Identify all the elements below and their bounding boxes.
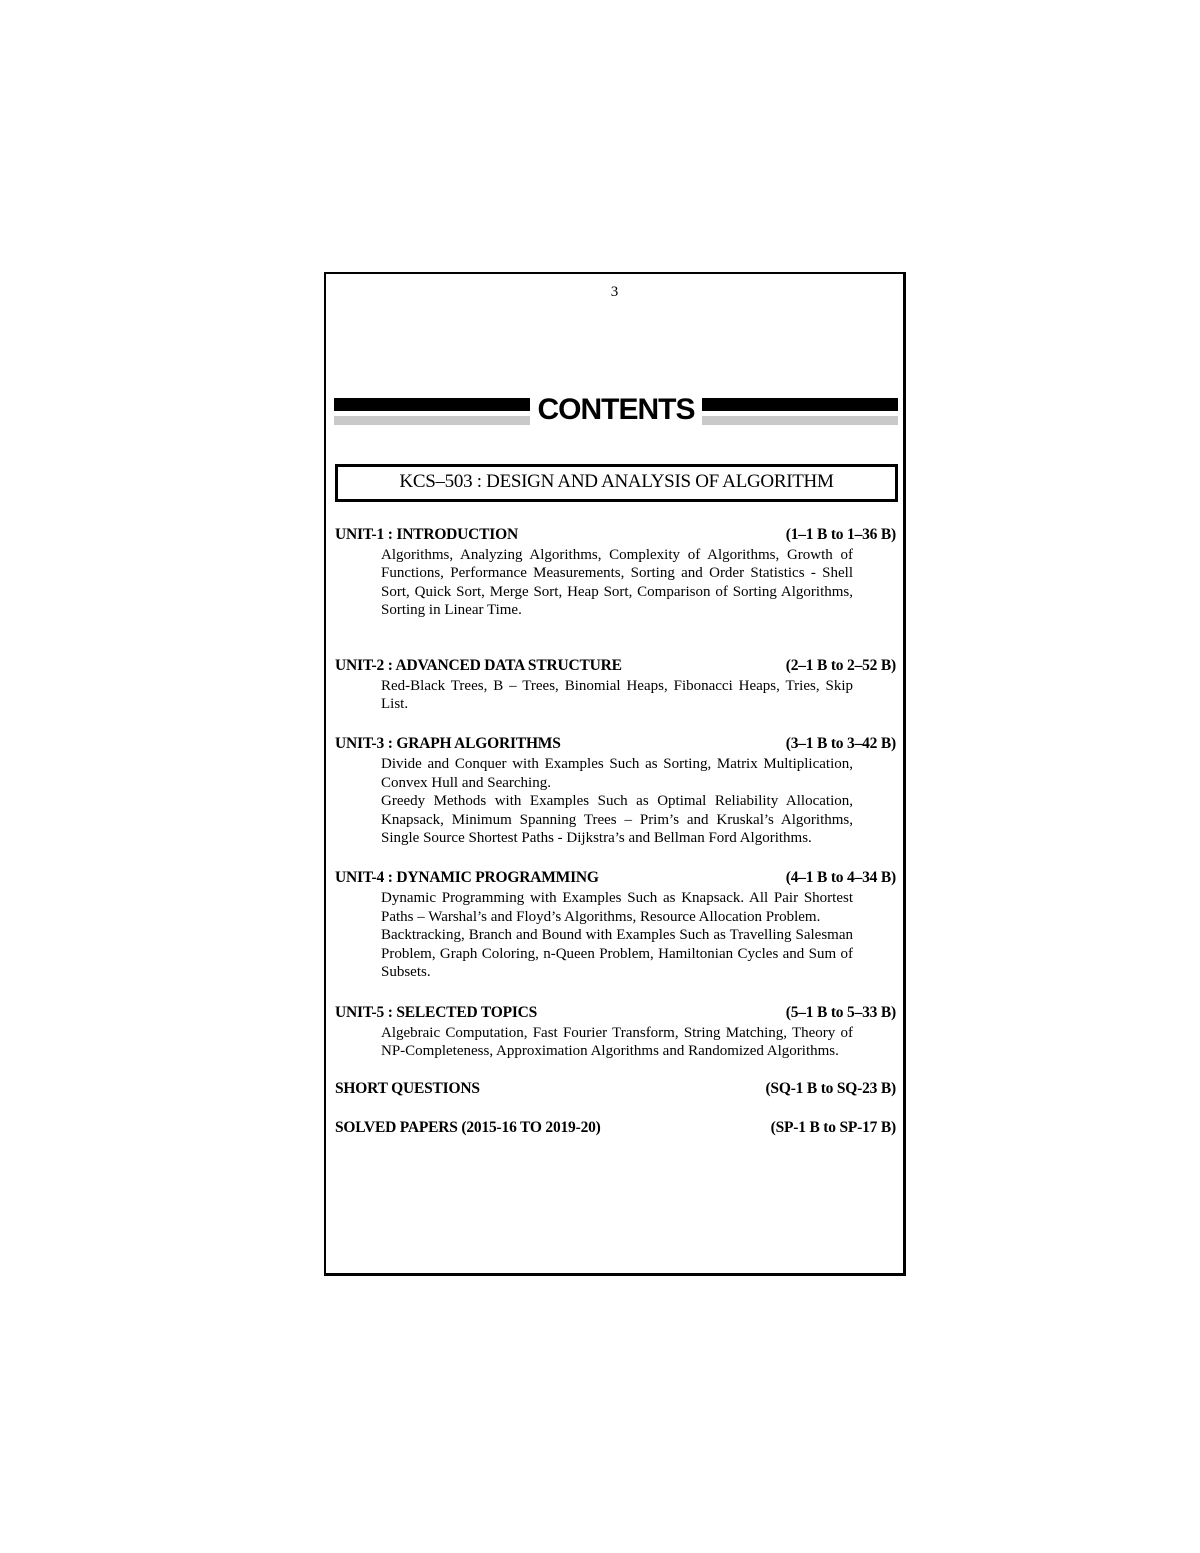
page-frame <box>324 272 906 1276</box>
unit-paragraph: Algorithms, Analyzing Algorithms, Complexity of Algorithms, Growth of Functions, Performance Measurements, Sorting and Order Statistics - Shell Sort, Quick Sort, Merge Sort, Heap Sort, Comparison of Sorting Algorithms, Sorting in Linear Time. <box>381 547 853 619</box>
unit-4 <box>335 867 896 981</box>
unit-description <box>381 1024 853 1061</box>
unit-title: UNIT-1 : INTRODUCTION <box>335 526 518 543</box>
unit-description <box>381 755 853 847</box>
page-number: 3 <box>610 284 619 300</box>
subject-title: KCS–503 : DESIGN AND ANALYSIS OF ALGORITHM <box>399 471 834 492</box>
solved-papers-entry <box>335 1117 896 1139</box>
entry-title: SOLVED PAPERS (2015-16 TO 2019-20) <box>335 1119 601 1137</box>
subject-title-box <box>335 464 898 502</box>
short-questions-entry <box>335 1078 896 1100</box>
unit-title: UNIT-4 : DYNAMIC PROGRAMMING <box>335 869 599 887</box>
unit-3 <box>335 733 896 847</box>
unit-pages: (2–1 B to 2–52 B) <box>785 656 896 674</box>
unit-paragraph: Algebraic Computation, Fast Fourier Transform, String Matching, Theory of NP-Completeness, Approximation Algorithms and Randomized Algorithms. <box>381 1024 853 1059</box>
unit-title: UNIT-3 : GRAPH ALGORITHMS <box>335 735 561 753</box>
unit-1 <box>335 524 896 620</box>
unit-description <box>381 677 853 714</box>
unit-paragraph: Greedy Methods with Examples Such as Optimal Reliability Allocation, Knapsack, Minimum Spanning Trees – Prim’s and Kruskal’s Algorithms, Single Source Shortest Paths - Dijkstra’s and Bellman Ford Algorithms. <box>381 793 853 847</box>
unit-pages: (4–1 B to 4–34 B) <box>785 869 896 887</box>
units-list <box>335 524 896 1139</box>
unit-paragraph: Red-Black Trees, B – Trees, Binomial Heaps, Fibonacci Heaps, Tries, Skip List. <box>381 677 853 713</box>
entry-title: SHORT QUESTIONS <box>335 1080 480 1098</box>
entry-pages: (SQ-1 B to SQ-23 B) <box>765 1080 896 1098</box>
unit-description <box>381 546 853 620</box>
unit-title: UNIT-2 : ADVANCED DATA STRUCTURE <box>335 656 622 674</box>
contents-title: CONTENTS <box>537 393 695 426</box>
unit-description <box>381 889 853 981</box>
unit-paragraph: Divide and Conquer with Examples Such as Sorting, Matrix Multiplication, Convex Hull and Searching. <box>381 756 853 791</box>
entry-pages: (SP-1 B to SP-17 B) <box>770 1119 896 1137</box>
unit-paragraph: Dynamic Programming with Examples Such as Knapsack. All Pair Shortest Paths – Warshal’s and Floyd’s Algorithms, Resource Allocation Problem. <box>381 890 853 925</box>
unit-pages: (3–1 B to 3–42 B) <box>785 735 896 753</box>
unit-pages: (1–1 B to 1–36 B) <box>785 526 896 543</box>
unit-pages: (5–1 B to 5–33 B) <box>785 1003 896 1021</box>
contents-banner <box>334 395 898 431</box>
unit-5 <box>335 1002 896 1061</box>
unit-title: UNIT-5 : SELECTED TOPICS <box>335 1003 538 1021</box>
unit-2 <box>335 655 896 714</box>
unit-paragraph: Backtracking, Branch and Bound with Examples Such as Travelling Salesman Problem, Graph Coloring, n-Queen Problem, Hamiltonian Cycles and Sum of Subsets. <box>381 927 853 981</box>
